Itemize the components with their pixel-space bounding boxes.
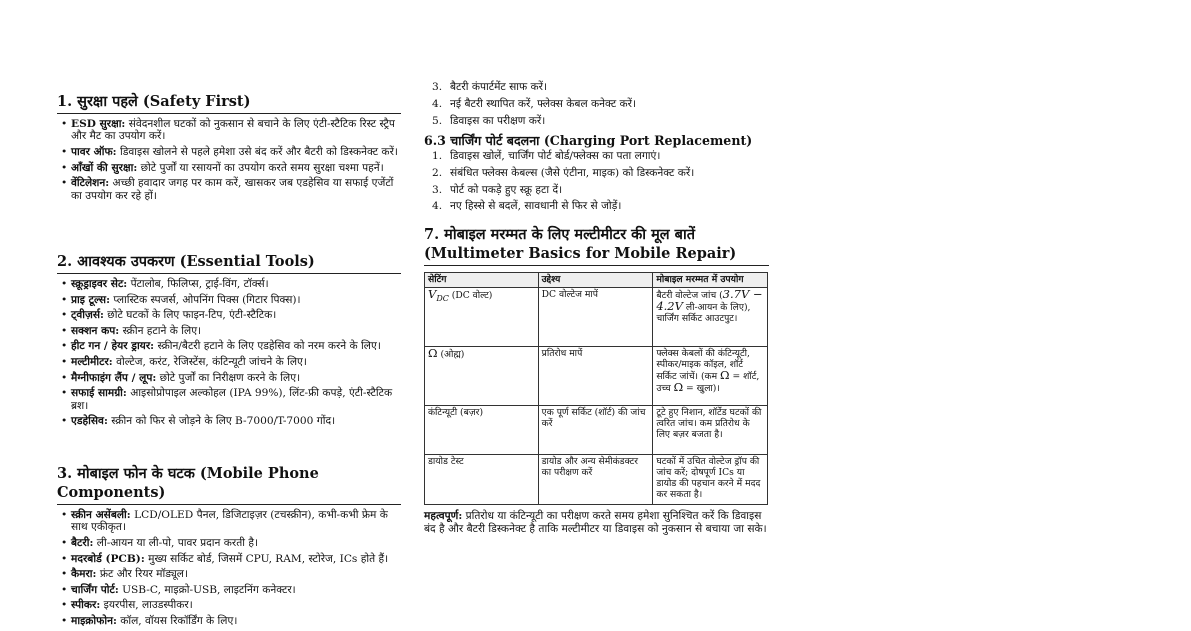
list-item — [57, 372, 401, 384]
item-text: स्क्रीन को फिर से जोड़ने के लिए B-7000/T-7000 गोंद। — [111, 415, 336, 428]
table-cell: घटकों में उचित वोल्टेज ड्रॉप की जांच करें; दोषपूर्ण ICs या डायोड की पहचान करने में मदद कर सकता है। — [653, 455, 768, 505]
item-label: स्पीकर: — [71, 599, 101, 612]
list-item — [57, 584, 401, 596]
section-charging-port — [424, 133, 769, 217]
item-text: अच्छी हवादार जगह पर काम करें, खासकर जब एडहेसिव या सफाई एजेंटों का उपयोग कर रहे हों। — [71, 177, 394, 202]
step-number: 1. — [432, 150, 443, 162]
table-row — [425, 455, 768, 505]
list-item — [57, 294, 401, 306]
table-cell — [653, 288, 768, 347]
list-item — [57, 278, 401, 290]
math-symbol: Ω — [428, 346, 438, 360]
item-label: सक्शन कप: — [71, 324, 120, 337]
list-item — [424, 115, 769, 128]
section-multimeter — [424, 225, 769, 536]
list-item — [424, 150, 769, 163]
section-heading: 1. सुरक्षा पहले (Safety First) — [57, 92, 401, 114]
table-cell: DC वोल्टेज मापें — [538, 288, 653, 347]
item-text: आइसोप्रोपाइल अल्कोहल (IPA 99%), लिंट-फ्री कपड़े, एंटी-स्टैटिक ब्रश। — [71, 387, 393, 412]
list-item — [424, 184, 769, 197]
item-text: स्क्रीन हटाने के लिए। — [122, 324, 202, 337]
item-label: कैमरा: — [71, 568, 97, 581]
item-label: मल्टीमीटर: — [71, 355, 113, 368]
item-label: आँखों की सुरक्षा: — [71, 161, 138, 174]
step-number: 4. — [432, 97, 443, 110]
table-cell — [425, 347, 539, 406]
list-item — [57, 553, 401, 565]
list-item — [424, 167, 769, 180]
cell-text: (DC वोल्ट) — [448, 290, 493, 301]
note-label: महत्वपूर्ण: — [424, 510, 463, 522]
item-text: ली-आयन या ली-पो, पावर प्रदान करती है। — [96, 537, 259, 549]
step-text: डिवाइस खोलें, चार्जिंग पोर्ट बोर्ड/फ्लेक्स का पता लगाएं। — [450, 150, 661, 162]
list-item — [57, 340, 401, 352]
table-cell: टूटे हुए निशान, शॉर्टेड घटकों की त्वरित जांच। कम प्रतिरोध के लिए बज़र बजता है। — [653, 406, 768, 455]
item-label: सफाई सामग्री: — [71, 387, 127, 400]
table-cell: कंटिन्यूटी (बज़र) — [425, 406, 539, 455]
section-heading: 2. आवश्यक उपकरण (Essential Tools) — [57, 252, 401, 274]
table-row — [425, 347, 768, 406]
item-label: बैटरी: — [71, 537, 94, 549]
item-text: मुख्य सर्किट बोर्ड, जिसमें CPU, RAM, स्टोरेज, ICs होते हैं। — [148, 552, 389, 565]
list-item — [57, 599, 401, 611]
item-text: इयरपीस, लाउडस्पीकर। — [103, 599, 193, 612]
table-cell: डायोड टेस्ट — [425, 455, 539, 505]
section-components — [57, 464, 401, 631]
item-text: डिवाइस खोलने से पहले हमेशा उसे बंद करें और बैटरी को डिस्कनेक्ट करें। — [119, 146, 398, 158]
step-text: डिवाइस का परीक्षण करें। — [450, 114, 546, 127]
item-text: स्क्रीन/बैटरी हटाने के लिए एडहेसिव को नरम करने के लिए। — [157, 340, 381, 353]
section-heading-line1: 7. मोबाइल मरम्मत के लिए मल्टीमीटर की मूल बातें — [424, 226, 695, 243]
important-note — [424, 510, 769, 536]
item-label: पावर ऑफ: — [71, 146, 117, 158]
step-number: 3. — [432, 81, 443, 93]
item-text: कॉल, वॉयस रिकॉर्डिंग के लिए। — [120, 614, 238, 627]
note-text: प्रतिरोध या कंटिन्यूटी का परीक्षण करते समय हमेशा सुनिश्चित करें कि डिवाइस बंद है और बैटरी डिस्कनेक्ट है ताकि मल्टीमीटर या डिवाइस को नुकसान से बचाया जा सके। — [424, 510, 767, 535]
table-header: सेटिंग — [425, 273, 539, 288]
table-header-row — [425, 273, 768, 288]
list-item — [57, 118, 401, 143]
item-text: छोटे घटकों के लिए फाइन-टिप, एंटी-स्टैटिक। — [107, 309, 277, 322]
item-text: वोल्टेज, करंट, रेजिस्टेंस, कंटिन्यूटी जांचने के लिए। — [116, 355, 307, 368]
table-row — [425, 288, 768, 347]
item-label: वेंटिलेशन: — [71, 177, 110, 190]
item-text: संवेदनशील घटकों को नुकसान से बचाने के लिए एंटी-स्टैटिक रिस्ट स्ट्रैप और मैट का उपयोग करें। — [71, 118, 395, 143]
table-cell: एक पूर्ण सर्किट (शॉर्ट) की जांच करें — [538, 406, 653, 455]
section-heading: 3. मोबाइल फोन के घटक (Mobile Phone Components) — [57, 464, 401, 505]
math-subscript: DC — [436, 293, 449, 303]
item-text: छोटे पुर्जों या रसायनों का उपयोग करते समय सुरक्षा चश्मा पहनें। — [140, 161, 384, 174]
table-cell — [653, 347, 768, 406]
item-label: मदरबोर्ड (PCB): — [71, 552, 145, 565]
item-text: प्लास्टिक स्पजर्स, ओपनिंग पिक्स (गिटार पिक्स)। — [113, 293, 301, 306]
list-item — [57, 387, 401, 412]
list-item — [424, 200, 769, 213]
cell-text: (ओह्म) — [437, 349, 465, 360]
math-expression: 3.7V − 4.2V — [656, 287, 763, 313]
step-text: पोर्ट को पकड़े हुए स्क्रू हटा दें। — [450, 183, 563, 196]
list-item — [57, 325, 401, 337]
item-label: माइक्रोफोन: — [71, 614, 117, 627]
item-label: ESD सुरक्षा: — [71, 118, 126, 130]
table-header: उद्देश्य — [538, 273, 653, 288]
section-safety — [57, 92, 401, 205]
list-item — [57, 162, 401, 174]
table-cell — [425, 288, 539, 347]
step-number: 4. — [432, 200, 443, 213]
bullet-list — [57, 118, 401, 202]
table-cell: प्रतिरोध मापें — [538, 347, 653, 406]
item-text: USB-C, माइक्रो-USB, लाइटनिंग कनेक्टर। — [122, 583, 296, 596]
list-item — [57, 509, 401, 534]
cell-text: बैटरी वोल्टेज जांच ( — [656, 290, 723, 301]
item-label: मैग्नीफाइंग लैंप / लूप: — [71, 371, 157, 384]
item-label: ट्वीज़र्स: — [71, 309, 104, 322]
list-item — [424, 98, 769, 111]
list-item — [57, 309, 401, 321]
item-label: एडहेसिव: — [71, 415, 108, 428]
item-label: प्राइ टूल्स: — [71, 293, 110, 306]
item-text: पेंटालोब, फिलिप्स, ट्राई-विंग, टॉर्क्स। — [130, 278, 269, 290]
math-symbol: Ω — [673, 380, 684, 394]
step-text: बैटरी कंपार्टमेंट साफ करें। — [450, 81, 548, 93]
multimeter-table — [424, 272, 768, 505]
section-tools — [57, 252, 401, 431]
cell-text: = शॉर्ट, उच्च — [656, 371, 760, 394]
math-symbol: V — [428, 287, 437, 301]
table-row — [425, 406, 768, 455]
list-item — [57, 568, 401, 580]
list-item — [57, 146, 401, 158]
bullet-list — [57, 509, 401, 627]
cell-text: ली-आयन के लिए), चार्जिंग सर्किट आउटपुट। — [656, 302, 751, 324]
table-header: मोबाइल मरम्मत में उपयोग — [653, 273, 768, 288]
item-text: फ्रंट और रियर मॉड्यूल। — [99, 568, 188, 581]
list-item — [57, 177, 401, 202]
numbered-list — [424, 150, 769, 213]
list-item — [57, 415, 401, 427]
item-text: LCD/OLED पैनल, डिजिटाइज़र (टचस्क्रीन), कभी-कभी फ्रेम के साथ एकीकृत। — [71, 509, 388, 534]
step-number: 3. — [432, 183, 443, 196]
cell-text: = खुला)। — [683, 383, 720, 394]
bullet-list — [57, 278, 401, 428]
section-heading-line2: (Multimeter Basics for Mobile Repair) — [424, 244, 769, 266]
step-text: नई बैटरी स्थापित करें, फ्लेक्स केबल कनेक्ट करें। — [450, 97, 637, 110]
item-label: स्क्रूड्राइवर सेट: — [71, 278, 128, 290]
step-text: संबंधित फ्लेक्स केबल्स (जैसे एंटीना, माइक) को डिस्कनेक्ट करें। — [450, 166, 695, 179]
list-item — [57, 537, 401, 549]
list-item — [424, 81, 769, 94]
step-number: 2. — [432, 166, 443, 179]
item-label: चार्जिंग पोर्ट: — [71, 583, 119, 596]
step-number: 5. — [432, 114, 443, 127]
subsection-heading: 6.3 चार्जिंग पोर्ट बदलना (Charging Port Replacement) — [424, 133, 753, 148]
list-item — [57, 356, 401, 368]
cell-text: फ्लेक्स केबलों की कंटिन्यूटी, स्पीकर/माइक कॉइल, शॉर्ट सर्किट जांचें। (कम — [656, 348, 750, 382]
item-label: स्क्रीन असेंबली: — [71, 509, 131, 521]
item-label: हीट गन / हेयर ड्रायर: — [71, 340, 155, 353]
math-symbol: Ω — [720, 368, 730, 382]
table-cell: डायोड और अन्य सेमीकंडक्टर का परीक्षण करें — [538, 455, 653, 505]
item-text: छोटे पुर्जों का निरीक्षण करने के लिए। — [159, 371, 301, 384]
step-text: नए हिस्से से बदलें, सावधानी से फिर से जोड़ें। — [450, 200, 622, 213]
battery-steps-list — [424, 81, 769, 131]
